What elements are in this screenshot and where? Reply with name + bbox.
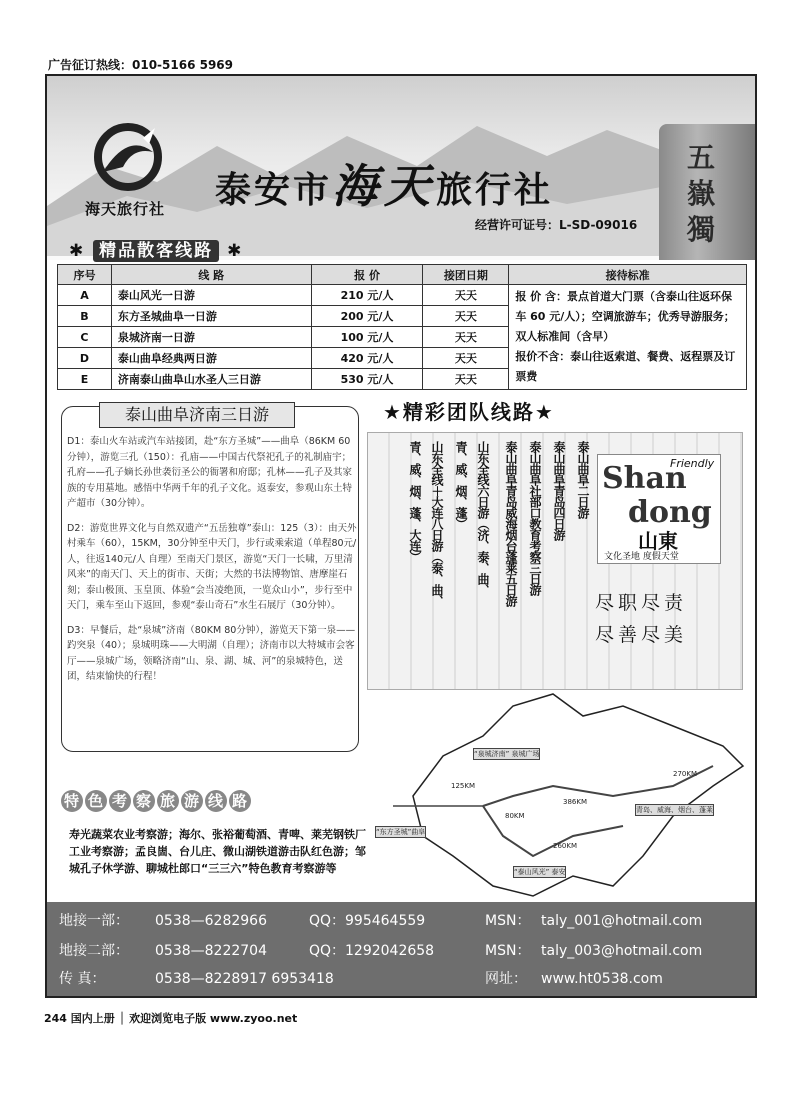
- section-char: 游: [181, 790, 203, 812]
- row-route: 泰山风光一日游: [111, 285, 311, 306]
- haitian-logo-icon: [83, 122, 173, 192]
- web-label: 网址：: [485, 971, 527, 987]
- reception-standard: 报 价 含：景点首道大门票（含泰山往返环保车 60 元/人）；空调旅游车；优秀导游服务；双人标准间（含早） 报价不含：泰山往返索道、餐费、返程票及订票费: [509, 285, 747, 390]
- map-distance: 260KM: [553, 842, 577, 850]
- col-header: 接团日期: [423, 265, 509, 285]
- phone-number: 0538—8222704: [155, 943, 267, 959]
- website-link[interactable]: www.ht0538.com: [541, 971, 663, 987]
- row-date: 天天: [423, 285, 509, 306]
- map-label: 青岛、威海、烟台、蓬莱: [636, 806, 713, 814]
- route-price-table: [57, 264, 747, 390]
- promo-shan: Shan: [602, 461, 687, 496]
- row-id: A: [58, 285, 112, 306]
- map-distance: 80KM: [505, 812, 525, 820]
- row-price: 200 元/人: [311, 306, 423, 327]
- row-route: 泰山曲阜经典两日游: [111, 348, 311, 369]
- contact-row-2: [59, 940, 702, 960]
- group-route: 泰山曲阜青岛四日游: [552, 441, 566, 540]
- row-date: 天天: [423, 306, 509, 327]
- contact-row-3: [59, 968, 663, 988]
- map-distance: 270KM: [673, 770, 697, 778]
- msn-label: MSN：: [485, 943, 531, 959]
- banner: [47, 76, 755, 260]
- row-id: D: [58, 348, 112, 369]
- row-date: 天天: [423, 348, 509, 369]
- section-char: 考: [109, 790, 131, 812]
- fax-number: 0538—8228917 6953418: [155, 971, 334, 987]
- row-id: B: [58, 306, 112, 327]
- section-char: 察: [133, 790, 155, 812]
- row-price: 530 元/人: [311, 369, 423, 390]
- map-label: “泰山风光” 泰安: [514, 868, 566, 876]
- group-route: 山东全线＋大连八日游（泰、曲、: [430, 441, 444, 606]
- taishan-stone: [659, 124, 755, 260]
- page-footer: 244 国内上册 │ 欢迎浏览电子版 www.zyoo.net: [44, 1012, 298, 1025]
- group-route: 青、威、烟、蓬、大连）: [408, 441, 422, 562]
- row-route: 济南泰山曲阜山水圣人三日游: [111, 369, 311, 390]
- map-distance: 386KM: [563, 798, 587, 806]
- dept-label: 地接二部：: [59, 943, 129, 959]
- col-header: 报 价: [311, 265, 423, 285]
- row-price: 420 元/人: [311, 348, 423, 369]
- row-id: C: [58, 327, 112, 348]
- contact-row-1: [59, 910, 702, 930]
- row-route: 泉城济南一日游: [111, 327, 311, 348]
- group-route: 泰山曲阜二日游: [576, 441, 590, 518]
- row-price: 100 元/人: [311, 327, 423, 348]
- title-brush: 海天: [332, 159, 437, 213]
- day1-text: D1：泰山火车站或汽车站接团，赴“东方圣城”——曲阜（86KM 60分钟），游览三孔（150）：孔庙——中国古代祭祀孔子的礼制庙宇；孔府——孔子嫡长孙世袭衍圣公的衙署和府邸；孔林——孔子及其家族的专用墓地。感悟中华两千年的孔子文化。返泰安，参观山东土特产超市（30分钟）。: [67, 436, 353, 509]
- table-header-row: [58, 265, 747, 285]
- row-date: 天天: [423, 327, 509, 348]
- day3-text: D3：早餐后，赴“泉城”济南（80KM 80分钟），游览天下第一泉——趵突泉（40）；泉城明珠——大明湖（自理）；济南市以大特城市会客厅——泉城广场，领略济南“山、泉、湖、城、河”的泉城特色，送团，结束愉快的行程！: [67, 624, 356, 682]
- special-routes-text: 寿光蔬菜农业考察游；海尔、张裕葡萄酒、青啤、莱芜钢铁厂工业考察游；孟良崮、台儿庄、微山湖铁道游击队红色游；邹城孔子休学游、聊城杜郎口“三三六”特色教育考察游等: [69, 828, 366, 875]
- section-char: 色: [85, 790, 107, 812]
- agency-title: [215, 150, 553, 216]
- qq-label: QQ：: [309, 913, 346, 929]
- col-header: 接待标准: [509, 265, 747, 285]
- stone-text: 五嶽獨: [686, 141, 715, 246]
- qq-number: 1292042658: [345, 943, 435, 959]
- shandong-route-map: [373, 686, 747, 902]
- qq-label: QQ：: [309, 943, 346, 959]
- map-distance: 125KM: [451, 782, 475, 790]
- table-row: [58, 285, 747, 306]
- shandong-promo: [597, 454, 721, 564]
- section-group-routes: ★精彩团队线路★: [383, 400, 555, 424]
- promo-shandong-cn: 山東: [638, 529, 678, 553]
- section-char: 线: [205, 790, 227, 812]
- msn-address[interactable]: taly_003@hotmail.com: [541, 943, 703, 959]
- promo-friendly: Friendly: [670, 457, 715, 470]
- section-scattered-routes: [69, 236, 243, 261]
- promo-subtitle: 文化圣地 度假天堂: [604, 552, 679, 562]
- dept-label: 地接一部：: [59, 913, 129, 929]
- title-prefix: 泰安市: [215, 170, 333, 211]
- title-suffix: 旅行社: [436, 170, 554, 211]
- group-route: 泰山曲阜社部口教育考察三日游: [528, 441, 542, 595]
- col-header: 线 路: [111, 265, 311, 285]
- promo-dong: dong: [628, 495, 712, 530]
- day2-text: D2：游览世界文化与自然双遗产“五岳独尊”泰山：125（3）：由天外村乘车（60），15KM，30分钟至中天门，步行或乘索道（单程80元/人，往返140元/人 自理）至南天门景区，游览“天门一长啸，万里清风来”的南天门、天上的街市、天街；大然的书法博物馆、唐摩崖石刻；泰山极顶、玉皇顶、体验“会当凌绝顶，一览众山小”，步行至中天门，乘车至山下返回，参观“泰山奇石”水生石展厅（30分钟）。: [67, 522, 357, 611]
- map-label: “泉城济南” 泉城广场: [474, 750, 540, 758]
- three-day-itinerary: [67, 434, 357, 694]
- row-date: 天天: [423, 369, 509, 390]
- group-route: 山东全线六日游（济、泰、曲、: [476, 441, 490, 595]
- section-char: 旅: [157, 790, 179, 812]
- section-label: 精品散客线路: [93, 240, 219, 262]
- msn-label: MSN：: [485, 913, 531, 929]
- slogan-line2: 尽善尽美: [595, 624, 688, 646]
- contact-bar: [47, 902, 755, 996]
- slogan-line1: 尽职尽责: [595, 592, 688, 614]
- col-header: 序号: [58, 265, 112, 285]
- section-special-routes: [61, 790, 253, 812]
- row-route: 东方圣城曲阜一日游: [111, 306, 311, 327]
- logo-text: 海天旅行社: [85, 200, 166, 218]
- qq-number: 995464559: [345, 913, 426, 929]
- star-icon: ✱: [69, 241, 86, 261]
- msn-address[interactable]: taly_001@hotmail.com: [541, 913, 703, 929]
- license-number: 经营许可证号：L-SD-09016: [475, 218, 638, 232]
- group-route: 泰山曲阜青岛威海烟台蓬莱五日游: [504, 441, 518, 606]
- fax-label: 传 真：: [59, 971, 106, 987]
- section-char: 特: [61, 790, 83, 812]
- ad-hotline: 广告征订热线：010-5166 5969: [48, 58, 234, 72]
- row-price: 210 元/人: [311, 285, 423, 306]
- phone-number: 0538—6282966: [155, 913, 267, 929]
- map-label: “东方圣城”曲阜: [376, 828, 426, 836]
- group-route: 青、威、烟、蓬）: [454, 441, 468, 529]
- three-day-tour-title: 泰山曲阜济南三日游: [99, 402, 295, 428]
- row-id: E: [58, 369, 112, 390]
- ad-frame: [45, 74, 757, 998]
- star-icon: ✱: [227, 241, 244, 261]
- section-char: 路: [229, 790, 251, 812]
